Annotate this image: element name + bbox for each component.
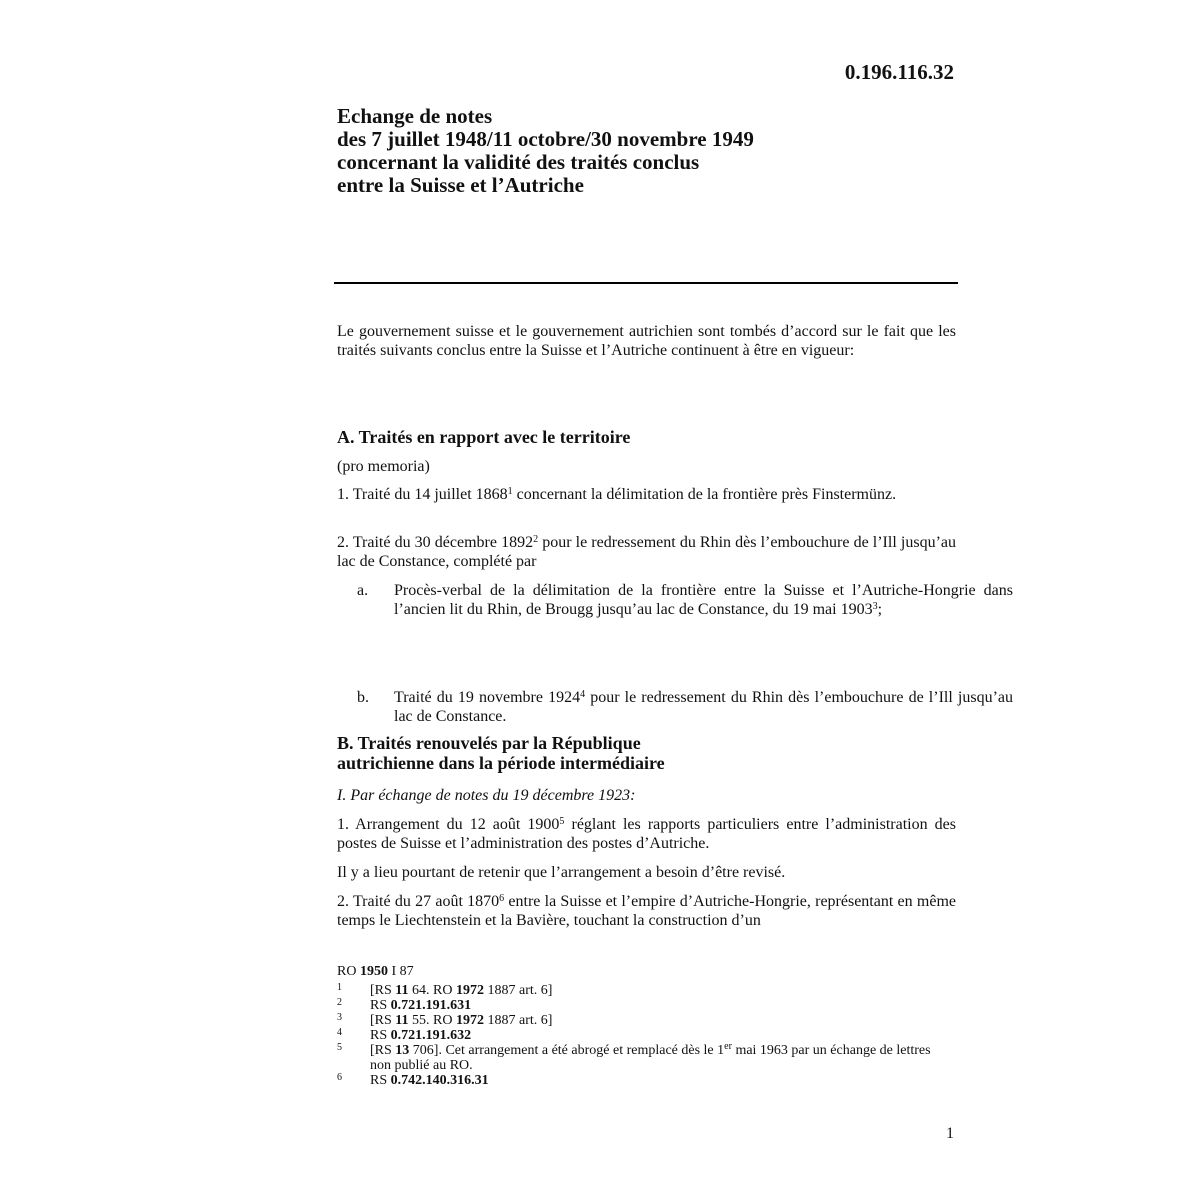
- footnote-ref[interactable]: 3: [872, 601, 878, 612]
- title-divider: [334, 282, 958, 284]
- footnote-ref[interactable]: 6: [499, 893, 505, 904]
- section-b-item-1: 1. Arrangement du 12 août 1900$^5$ réglant les rapports particuliers entre l’administration des postes de Suisse et l’administration des postes d’Autriche.: [337, 816, 956, 852]
- section-a-heading: A. Traités en rapport avec le territoire: [337, 427, 631, 447]
- list-label: b.: [357, 689, 369, 706]
- title-line: des 7 juillet 1948/11 octobre/30 novembre 1949: [337, 127, 754, 151]
- sub-item-b: b. Traité du 19 novembre 1924$^4$ pour le redressement du Rhin dès l’embouchure de l’Ill jusqu’au lac de Constance.: [357, 689, 1014, 725]
- footnote-item: 6 RS 0.742.140.316.31: [337, 1072, 489, 1088]
- footnote-item: 4 RS 0.721.191.632: [337, 1027, 472, 1043]
- section-b-heading: B. Traités renouvelés par la République autrichienne dans la période intermédiaire: [337, 733, 665, 773]
- document-title: [337, 105, 957, 197]
- footnote-ref[interactable]: 2: [533, 534, 539, 545]
- section-a-item-1: 1. Traité du 14 juillet 1868$^1$ concernant la délimitation de la frontière près Finstermünz.: [337, 486, 897, 503]
- footnote-item: 1 [RS 11 64. RO 1972 1887 art. 6]: [337, 982, 553, 998]
- footnotes: [337, 964, 937, 1088]
- footnote-item: 2 RS 0.721.191.631: [337, 997, 472, 1013]
- pro-memoria: (pro memoria): [337, 458, 430, 475]
- section-b-subheading: I. Par échange de notes du 19 décembre 1923:: [337, 787, 636, 804]
- intro-paragraph: Le gouvernement suisse et le gouvernement autrichien sont tombés d’accord sur le fait que les traités suivants conclus entre la Suisse et l’Autriche continuent à être en vigueur:: [337, 323, 956, 359]
- list-label: a.: [357, 582, 369, 599]
- section-b-note: Il y a lieu pourtant de retenir que l’arrangement a besoin d’être revisé.: [337, 864, 786, 881]
- title-line: Echange de notes: [337, 104, 493, 128]
- section-a-item-2: 2. Traité du 30 décembre 1892$^2$ pour le redressement du Rhin dès l’embouchure de l’Ill jusqu’au lac de Constance, complété par: [337, 534, 956, 570]
- ro-reference: RO 1950 I 87: [337, 964, 414, 979]
- footnote-ref[interactable]: 1: [507, 486, 513, 497]
- section-b-item-2: 2. Traité du 27 août 1870$^6$ entre la Suisse et l’empire d’Autriche-Hongrie, représentant en même temps le Liechtenstein et la Bavière, touchant la construction d’un: [337, 893, 956, 929]
- footnote-ref[interactable]: 4: [580, 689, 586, 700]
- document-number: 0.196.116.32: [844, 60, 954, 84]
- title-line: entre la Suisse et l’Autriche: [337, 173, 584, 197]
- footnote-ref[interactable]: 5: [559, 816, 565, 827]
- title-line: concernant la validité des traités conclus: [337, 150, 700, 174]
- footnote-item: 3 [RS 11 55. RO 1972 1887 art. 6]: [337, 1012, 553, 1028]
- footnote-item: 5 [RS 13 706]. Cet arrangement a été abrogé et remplacé dès le 1er mai 1963 par un échange de lettres non publié au RO.: [337, 1041, 931, 1073]
- page-number: 1: [946, 1125, 954, 1142]
- sub-item-a: a. Procès-verbal de la délimitation de la frontière entre la Suisse et l’Autriche-Hongrie dans l’ancien lit du Rhin, de Brougg jusqu’au lac de Constance, du 19 mai 1903$^3$;: [357, 582, 1013, 618]
